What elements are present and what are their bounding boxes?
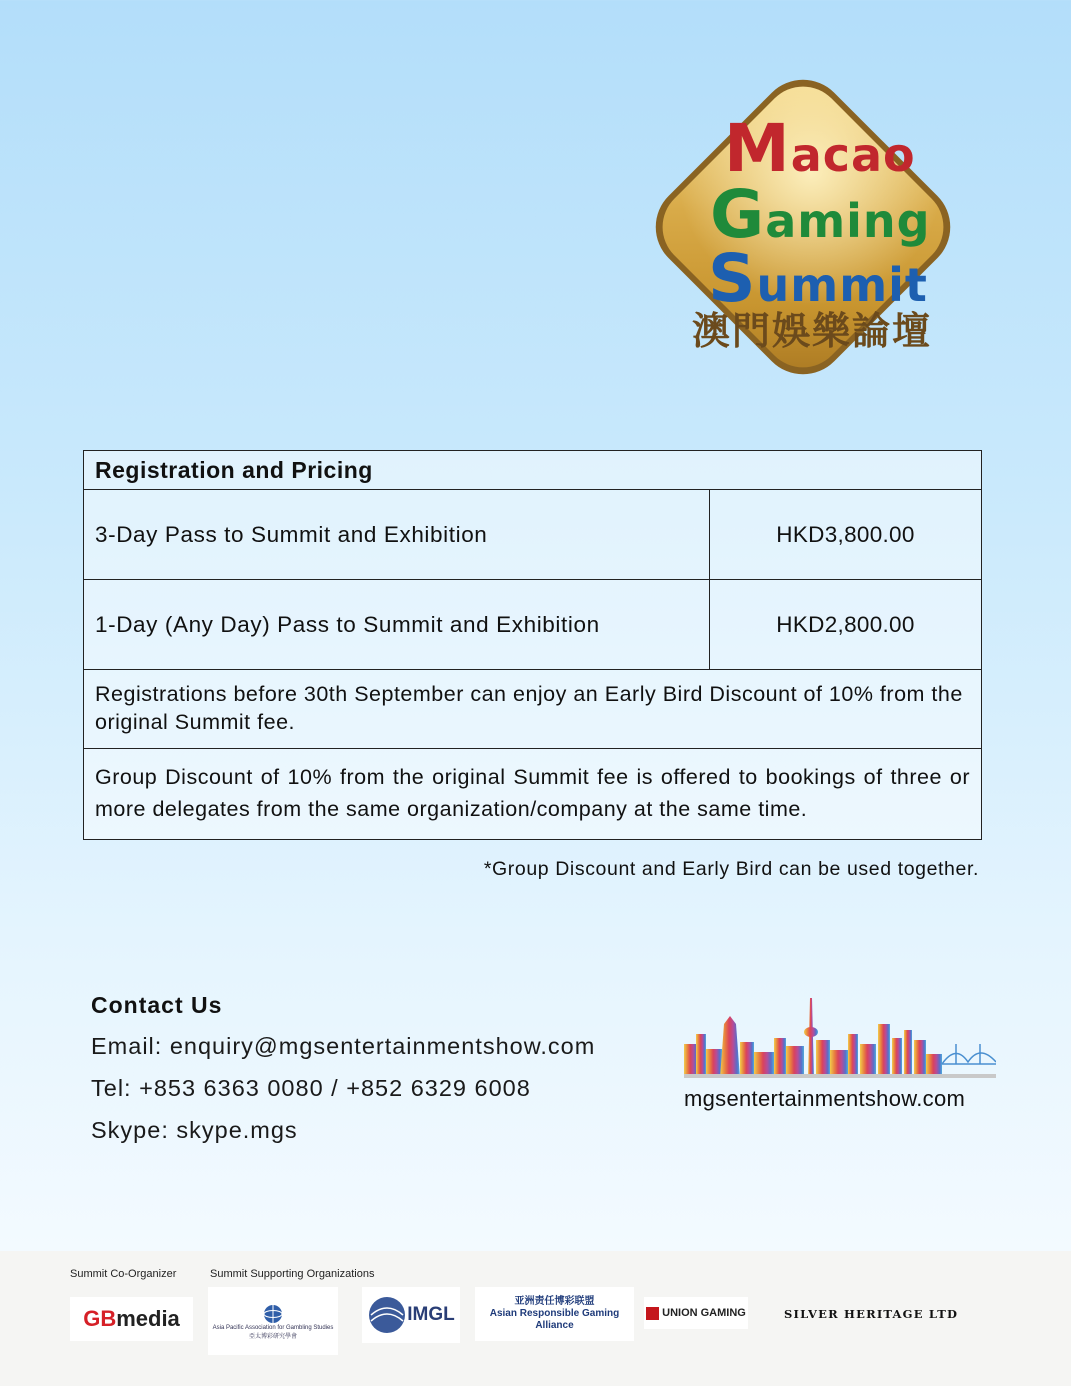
table-row	[84, 580, 981, 670]
logo-word-summit: Summit	[708, 240, 928, 317]
argma-logo: 亚洲责任博彩联盟 Asian Responsible Gaming Alliance	[475, 1287, 634, 1341]
pass-price: HKD2,800.00	[776, 611, 915, 637]
contact-heading: Contact Us	[91, 992, 223, 1018]
contact-skype[interactable]: Skype: skype.mgs	[91, 1117, 298, 1143]
silver-heritage-logo: SILVER HERITAGE LTD	[784, 1307, 959, 1321]
contact-email[interactable]: Email: enquiry@mgsentertainmentshow.com	[91, 1033, 596, 1059]
early-bird-note: Registrations before 30th September can enjoy an Early Bird Discount of 10% from the original Summit fee.	[84, 670, 981, 749]
table-row	[84, 490, 981, 580]
pass-price: HKD3,800.00	[776, 521, 915, 547]
city-skyline-graphic	[684, 994, 996, 1078]
gbmedia-logo: GB media	[70, 1297, 193, 1341]
table-title: Registration and Pricing	[84, 451, 981, 490]
globe-icon	[260, 1303, 286, 1325]
logo-word-gaming: Gaming	[710, 176, 931, 253]
contact-section	[91, 992, 595, 1151]
registration-pricing-table	[83, 450, 982, 840]
logo-word-macao: Macao	[724, 110, 916, 187]
group-discount-note: Group Discount of 10% from the original Summit fee is offered to bookings of three or more delegates from the same organization/company at the same time.	[95, 765, 970, 821]
pass-label: 3-Day Pass to Summit and Exhibition	[84, 490, 710, 579]
union-gaming-logo: UNION GAMING	[644, 1297, 748, 1329]
logo-chinese-name: 澳門娛樂論壇	[692, 309, 933, 353]
imgl-logo: IMGL	[362, 1287, 460, 1343]
macao-gaming-summit-logo	[628, 52, 978, 402]
co-organizer-caption: Summit Co-Organizer	[70, 1268, 177, 1280]
footer-sponsors	[0, 1251, 1071, 1386]
contact-phone[interactable]: Tel: +853 6363 0080 / +852 6329 6008	[91, 1075, 531, 1101]
discount-footnote: *Group Discount and Early Bird can be used together.	[483, 858, 979, 880]
supporting-caption: Summit Supporting Organizations	[210, 1268, 375, 1280]
website-url[interactable]: mgsentertainmentshow.com	[684, 1086, 966, 1111]
pass-label: 1-Day (Any Day) Pass to Summit and Exhibition	[84, 580, 710, 669]
apgs-logo: Asia Pacific Association for Gambling Studies 亞太博彩研究學會	[208, 1287, 338, 1355]
union-gaming-mark-icon	[646, 1307, 659, 1320]
imgl-emblem-icon	[367, 1295, 407, 1335]
